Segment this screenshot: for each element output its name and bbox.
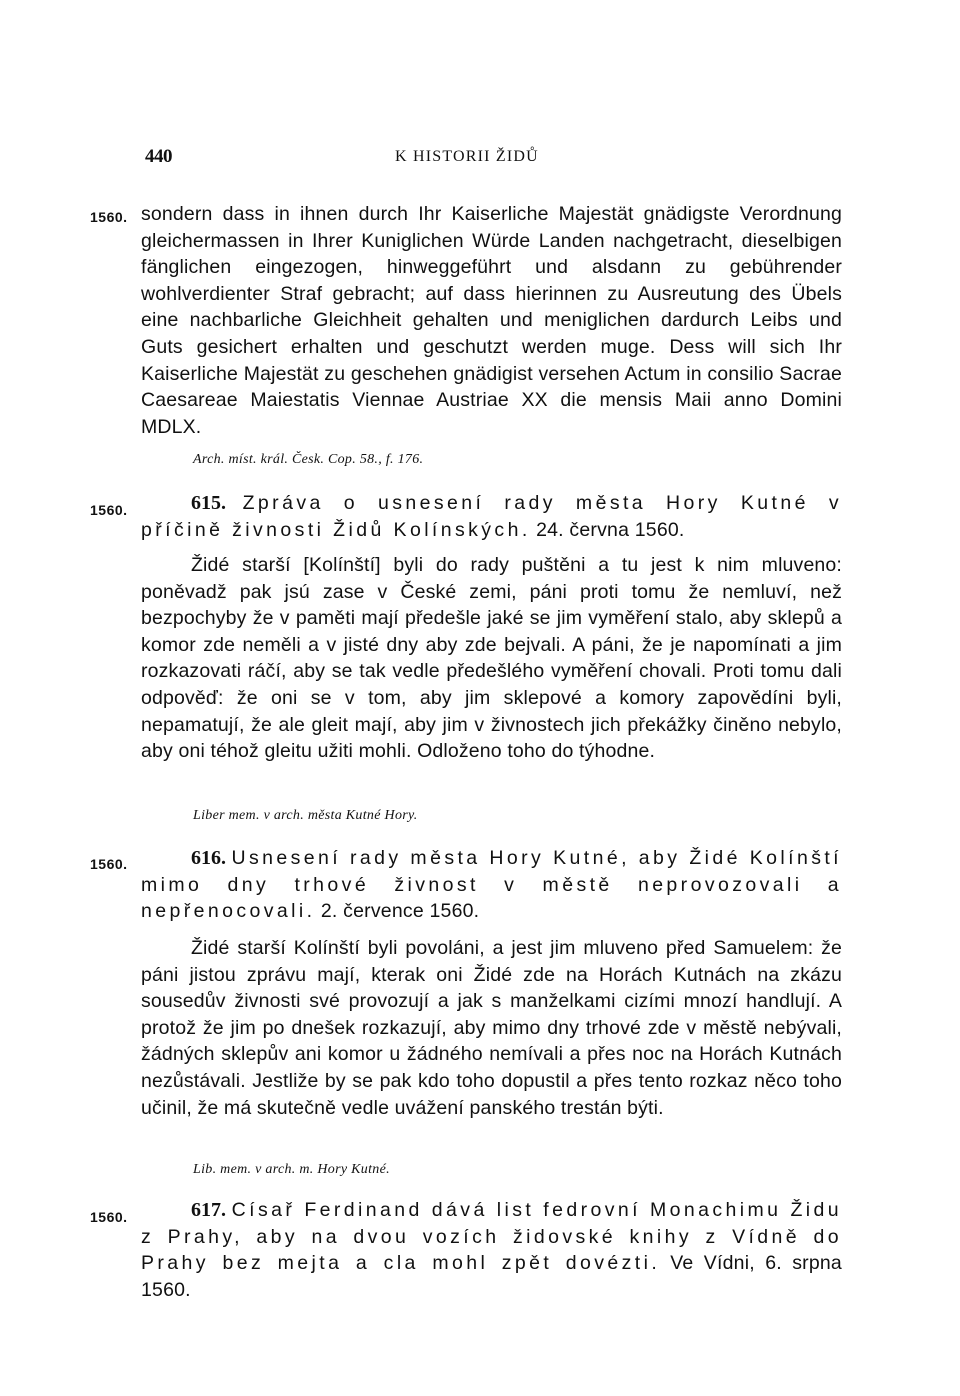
- entry-body: Židé starší [Kolínští] byli do rady puštěni a tu jest k nim mluveno: poněvadž pak jsú zase v České zemi, páni proti tomu že nemluví, než bezpochyby že v paměti mají předešle jaké se jim vyměření stalo, aby sklepů a komor zde neměli a v jisté dny aby zde bejvali. A páni, že je napomínati a jim rozkazovati ráčí, aby se tak vedle předešlého vyměření chovali. Proti tomu dali odpověď: že oni se v tom, aby jim sklepové a komory zapovědíni byli, nepamatují, že ale gleit mají, aby jim v živnostech jich překážky činěno nebylo, aby oni téhož gleitu užiti mohli. Odloženo toho do týhodne.: [141, 554, 842, 763]
- entry-date: 24. června 1560.: [536, 518, 685, 541]
- entry-heading-616: [141, 845, 842, 925]
- entry-heading-615: [141, 490, 842, 543]
- margin-year: 1560.: [90, 209, 128, 225]
- source-citation: Lib. mem. v arch. m. Hory Kutné.: [193, 1162, 390, 1177]
- entry-date: 2. července 1560.: [320, 900, 480, 923]
- entry-title: Císař Ferdinand dává list fedrovní Monachimu Židu z Prahy, aby na dvou vozích židovské knihy z Vídně do Prahy bez mejta a cla mohl zpět dovézti.: [141, 1199, 842, 1275]
- entry-body: Židé starší Kolínští byli povoláni, a jest jim mluveno před Samuelem: že páni jistou zprávu mají, kterak oni Židé zde na Horách Kutnách na zkázu sousedův živnosti své provozují a jak s manželkami cizími mnozí handlují. A protož že jim po dnešek rozkazují, aby mimo dny trhové zde v městě nebývali, žádných sklepův ani komor u žádného nemívali a přes noc na Horách Kutnách nezůstávali. Jestliže by se pak kdo toho dopustil a přes tento rozkaz něco toho učinil, že má skutečně vedle uvážení panského trestán býti.: [141, 937, 842, 1119]
- margin-year: 1560.: [90, 502, 128, 518]
- continuation-paragraph: sondern dass in ihnen durch Ihr Kaiserliche Majestät gnädigste Verordnung gleichermassen in Ihrer Kuniglichen Würde Landen nachgetracht, dieselbigen fänglichen eingezogen, hinweggeführt und alsdann zu gebührender wohlverdienter Straf gebracht; auf dass hierinnen zu Ausreutung des Übels eine nachbarliche Gleichheit gehalten und meniglichen dardurch Leibs und Guts gesichert erhalten und geschutzt werden muge. Dess will sich Ihr Kaiserliche Majestät zu geschehen gnädigist versehen Actum in consilio Sacrae Caesareae Maiestatis Viennae Austriae XX die mensis Maii anno Domini MDLX.: [141, 203, 842, 438]
- page-header: [0, 146, 960, 176]
- entry-heading-617: [141, 1197, 842, 1303]
- entry-number: 616.: [191, 847, 226, 869]
- entry-title: Usnesení rady města Hory Kutné, aby Židé Kolínští mimo dny trhové živnost v městě neprovozovali a nepřenocovali.: [141, 847, 842, 923]
- entry-title: Zpráva o usnesení rady města Hory Kutné v příčině živnosti Židů Kolínských.: [141, 492, 842, 541]
- entry-number: 617.: [191, 1199, 226, 1221]
- margin-year: 1560.: [90, 856, 128, 872]
- entry-date: Ve Vídni, 6. srpna 1560.: [141, 1252, 842, 1301]
- entry-number: 615.: [191, 492, 226, 514]
- running-title: K HISTORII ŽIDŮ: [395, 148, 539, 165]
- source-citation: Liber mem. v arch. města Kutné Hory.: [193, 808, 418, 823]
- page-number: 440: [145, 146, 172, 167]
- margin-year: 1560.: [90, 1209, 128, 1225]
- source-citation: Arch. míst. král. Česk. Cop. 58., f. 176.: [193, 452, 424, 467]
